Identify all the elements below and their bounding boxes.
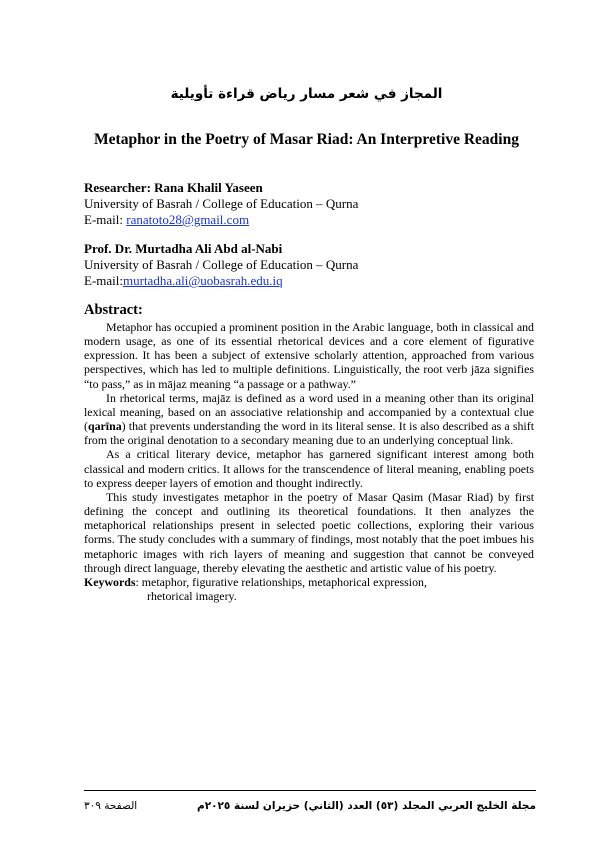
abstract-paragraph-2-text-a: In rhetorical terms, majāz is defined as a word used in a meaning other than its original lexical meaning, based on an associative relationship and accompanied by a contextual clue ( — [84, 390, 534, 434]
keywords-list: : metaphor, figurative relationships, metaphorical expression, — [135, 574, 427, 589]
author-2-email-line — [84, 273, 544, 289]
abstract-paragraph-1: Metaphor has occupied a prominent position in the Arabic language, both in classical and modern usage, as one of its essential rhetorical devices and a core element of figurative expression. It has been a subject of extensive scholarly attention, approached from various perspectives, which has led to multiple definitions. Linguistically, the root verb jāza signifies “to pass,” as in mājaz meaning “a passage or a pathway.” — [84, 320, 534, 391]
author-1-email-line — [84, 212, 544, 228]
author-1 — [84, 180, 544, 228]
author-1-name: Researcher: Rana Khalil Yaseen — [84, 180, 263, 195]
keywords-label: Keywords — [84, 574, 136, 589]
abstract-paragraph-3: As a critical literary device, metaphor has garnered significant interest among both classical and modern critics. It allows for the transcendence of literal meaning, enabling poets to express deeper layers of emotion and thought indirectly. — [84, 447, 534, 490]
footer-page-number: الصفحة ٣٠٩ — [84, 800, 138, 812]
abstract-section — [84, 302, 534, 603]
author-2 — [84, 241, 544, 289]
abstract-paragraph-2 — [84, 391, 534, 448]
author-2-email-label: E-mail: — [84, 273, 123, 288]
abstract-heading: Abstract: — [84, 302, 143, 318]
footer-journal-info: مجلة الخليج العربي المجلد (٥٣) العدد (الثاني) حزيران لسنة ٢٠٢٥م — [197, 800, 536, 812]
abstract-paragraph-2-text-b: ) that prevents understanding the word in its literal sense. It is also described as a shift from the original denotation to a secondary meaning due to an underlying conceptual link. — [84, 419, 534, 448]
arabic-title: المجاز في شعر مسار رياض قراءة تأويلية — [170, 86, 443, 102]
keywords-list-continued: rhetorical imagery. — [147, 588, 237, 603]
author-1-email-link[interactable]: ranatoto28@gmail.com — [126, 212, 250, 227]
author-2-email-link[interactable]: murtadha.ali@uobasrah.edu.iq — [123, 273, 283, 288]
qarina-term: qarīna — [87, 419, 122, 434]
paper-title: Metaphor in the Poetry of Masar Riad: An Interpretive Reading — [94, 131, 519, 148]
author-2-name: Prof. Dr. Murtadha Ali Abd al-Nabi — [84, 241, 283, 256]
footer-divider — [84, 790, 536, 791]
author-1-email-label: E-mail: — [84, 212, 127, 227]
keywords-line — [84, 575, 534, 589]
author-1-affiliation: University of Basrah / College of Education – Qurna — [84, 196, 359, 211]
authors-block — [84, 180, 544, 302]
author-2-affiliation: University of Basrah / College of Education – Qurna — [84, 257, 359, 272]
abstract-paragraph-4: This study investigates metaphor in the poetry of Masar Qasim (Masar Riad) by first defining the concept and outlining its theoretical foundations. It then analyzes the metaphorical relationships present in selected poetic collections, exploring their various forms. The study concludes with a summary of findings, most notably that the poet imbues his metaphoric images with rich layers of meaning and suggestion that cannot be conveyed through direct language, thereby elevating the aesthetic and artistic value of his poetry. — [84, 489, 534, 575]
